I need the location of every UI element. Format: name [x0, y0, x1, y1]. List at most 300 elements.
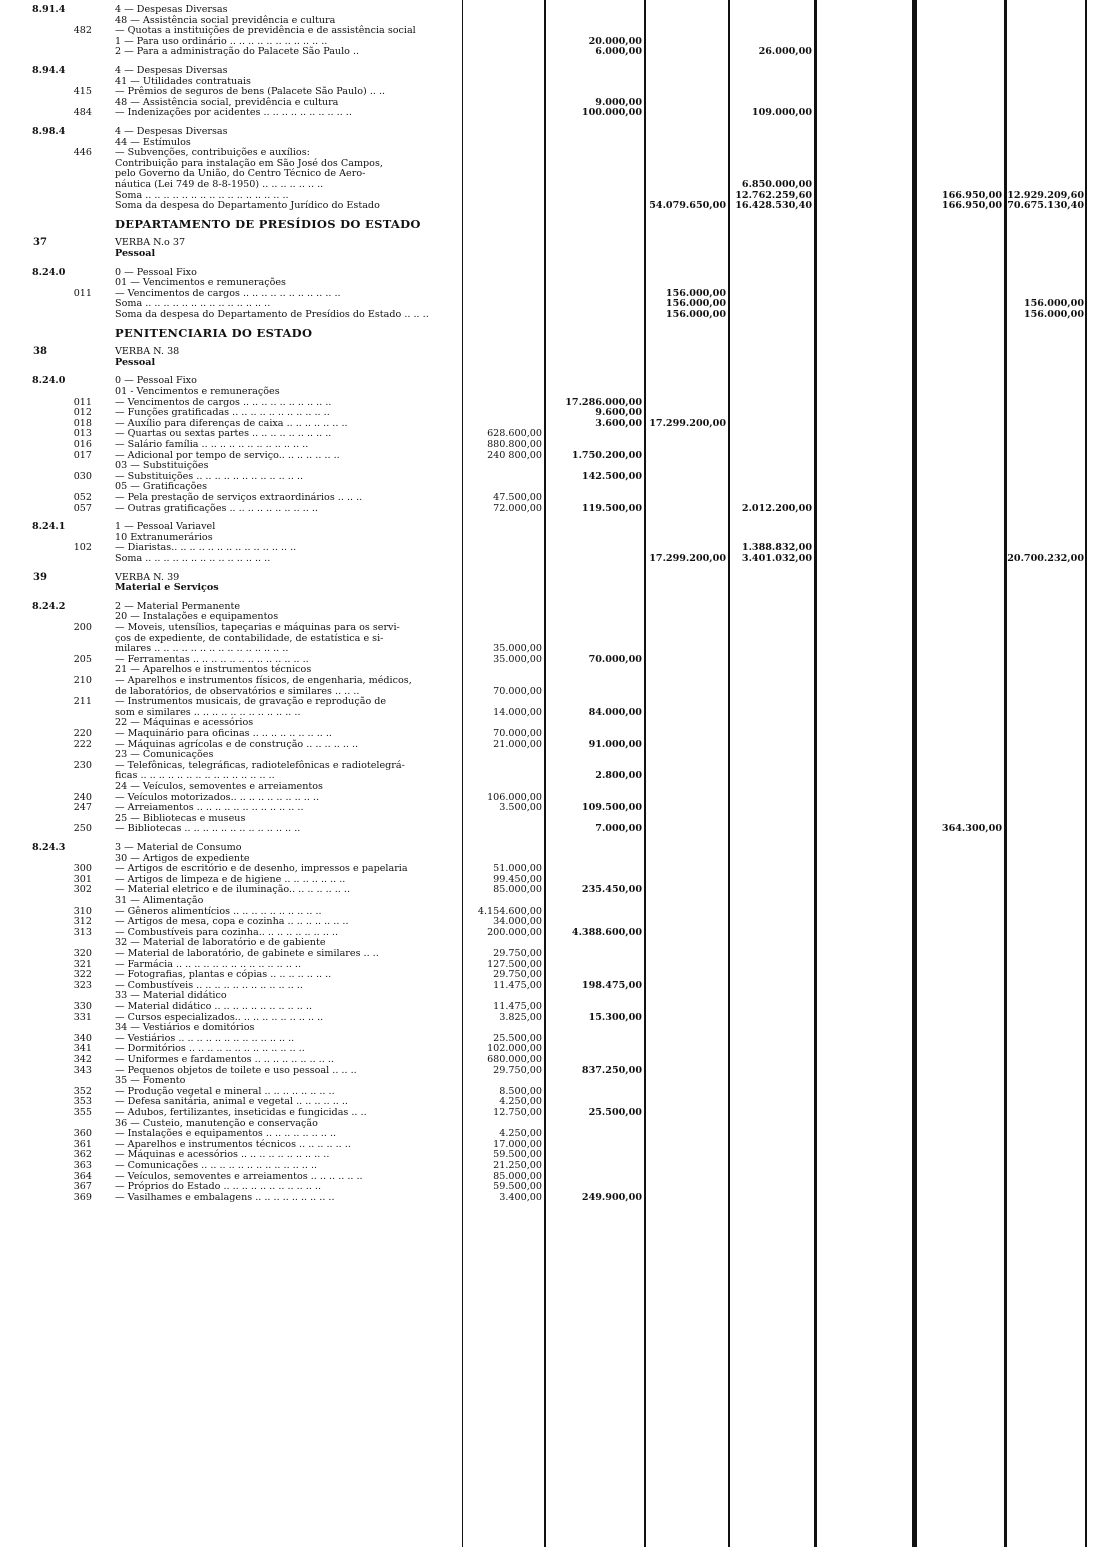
- item-description: — Maquinário para oficinas .. .. .. .. .. .. .. .. ..: [115, 728, 332, 739]
- item-description: 10 Extranumerários: [115, 531, 213, 543]
- amount-col-2: 91.000,00: [588, 738, 642, 750]
- item-description: Pessoal: [115, 248, 156, 259]
- amount-col-1: 4.250,00: [499, 1096, 542, 1108]
- item-code: 220: [73, 728, 92, 739]
- item-description: 48 — Assistência social, previdência e cultura: [115, 96, 339, 108]
- amount-col-3: 156.000,00: [665, 298, 726, 310]
- item-description: Soma .. .. .. .. .. .. .. .. .. .. .. .. .. ..: [115, 298, 271, 310]
- item-description: VERBA N.o 37: [115, 237, 186, 249]
- amount-col-1: 51.000,00: [493, 863, 542, 875]
- item-code: 302: [73, 884, 92, 896]
- table-row: [0, 553, 1097, 564]
- item-code: 057: [73, 502, 92, 514]
- table-row: [0, 168, 1097, 179]
- amount-col-2: 84.000,00: [588, 706, 642, 718]
- table-row: [0, 137, 1097, 148]
- amount-col-6: 156.000,00: [1023, 309, 1084, 320]
- amount-col-2: 142.500,00: [581, 470, 642, 482]
- table-row: [0, 582, 1097, 593]
- table-row: [0, 1096, 1097, 1107]
- table-row: [0, 611, 1097, 622]
- item-description: Soma da despesa do Departamento Jurídico do Estado: [115, 200, 380, 212]
- table-row: [0, 460, 1097, 471]
- table-row: [0, 874, 1097, 885]
- item-description: milares .. .. .. .. .. .. .. .. .. .. .. .. .. .. ..: [115, 643, 289, 655]
- amount-col-1: 72.000,00: [493, 502, 542, 514]
- item-description: — Funções gratificadas .. .. .. .. .. .. .. .. .. .. ..: [115, 407, 330, 419]
- item-description: — Farmácia .. .. .. .. .. .. .. .. .. .. .. .. .. ..: [115, 958, 302, 970]
- item-description: — Salário família .. .. .. .. .. .. .. .. .. .. .. ..: [115, 439, 309, 450]
- item-description: — Máquinas e acessórios .. .. .. .. .. .. .. .. .. ..: [115, 1149, 330, 1161]
- table-row: [0, 277, 1097, 288]
- table-row: [0, 407, 1097, 418]
- item-code: 361: [73, 1138, 92, 1150]
- item-description: — Aparelhos e instrumentos técnicos .. .. .. .. .. ..: [115, 1138, 351, 1150]
- item-description: — Quartas ou sextas partes .. .. .. .. .. .. .. .. ..: [115, 428, 332, 440]
- table-row: [0, 717, 1097, 728]
- table-row: [0, 86, 1097, 97]
- item-description: 0 — Pessoal Fixo: [115, 266, 197, 278]
- table-row: [0, 572, 1097, 583]
- item-code: 415: [73, 86, 92, 98]
- amount-col-1: 680.000,00: [487, 1054, 542, 1065]
- amount-col-5: 166.950,00: [941, 200, 1002, 212]
- amount-col-1: 85.000,00: [493, 884, 542, 896]
- amount-col-4: 6.850.000,00: [741, 179, 812, 190]
- item-code: 340: [73, 1032, 92, 1044]
- item-code: 018: [73, 417, 92, 429]
- table-row: [0, 4, 1097, 15]
- table-row: [0, 298, 1097, 309]
- item-description: — Cursos especializados.. .. .. .. .. .. .. .. .. ..: [115, 1011, 324, 1023]
- section-code: 8.98.4: [32, 126, 66, 137]
- amount-col-1: 106.000,00: [487, 791, 542, 803]
- amount-col-2: 109.500,00: [581, 802, 642, 814]
- item-description: — Gêneros alimentícios .. .. .. .. .. .. .. .. .. ..: [115, 905, 322, 917]
- item-description: — Máquinas agrícolas e de construção .. .. .. .. .. ..: [115, 738, 359, 750]
- item-description: 03 — Substituições: [115, 460, 209, 472]
- item-description: 2 — Material Permanente: [115, 600, 241, 612]
- item-code: 301: [73, 873, 92, 885]
- table-row: [0, 386, 1097, 397]
- table-row: [0, 1181, 1097, 1192]
- item-description: 1 — Pessoal Variavel: [115, 521, 216, 533]
- amount-col-1: 35.000,00: [493, 643, 542, 655]
- section-code: 8.24.0: [32, 375, 66, 387]
- section-title: DEPARTAMENTO DE PRESÍDIOS DO ESTADO: [115, 216, 421, 231]
- item-description: — Subvenções, contribuições e auxílios:: [115, 147, 310, 159]
- item-description: 34 — Vestiários e domitórios: [115, 1022, 255, 1034]
- table-row: [0, 126, 1097, 137]
- item-description: — Combustíveis .. .. .. .. .. .. .. .. .. .. .. ..: [115, 979, 303, 991]
- table-row: [0, 1001, 1097, 1012]
- verba-number: 38: [33, 346, 47, 358]
- item-code: 322: [73, 969, 92, 981]
- item-description: — Artigos de escritório e de desenho, impressos e papelaria: [115, 863, 408, 875]
- table-row: [0, 739, 1097, 750]
- section-code: 8.24.2: [32, 600, 66, 612]
- item-description: 4 — Despesas Diversas: [115, 65, 228, 76]
- item-code: 355: [73, 1107, 92, 1118]
- item-code: 312: [73, 916, 92, 928]
- item-description: — Veículos, semoventes e arreiamentos .. .. .. .. .. ..: [115, 1170, 363, 1182]
- item-code: 102: [73, 542, 92, 554]
- amount-col-1: 29.750,00: [493, 969, 542, 981]
- item-description: — Defesa sanitária, animal e vegetal .. .. .. .. .. ..: [115, 1096, 348, 1108]
- amount-col-1: 11.475,00: [493, 1001, 542, 1012]
- item-description: — Produção vegetal e mineral .. .. .. .. .. .. .. ..: [115, 1085, 335, 1097]
- table-row: [0, 237, 1097, 248]
- item-description: — Vestiários .. .. .. .. .. .. .. .. .. .. .. .. ..: [115, 1032, 295, 1044]
- item-code: 240: [73, 791, 92, 803]
- item-description: — Uniformes e fardamentos .. .. .. .. .. .. .. .. ..: [115, 1054, 334, 1065]
- item-description: — Artigos de mesa, copa e cozinha .. .. .. .. .. .. ..: [115, 916, 349, 928]
- item-description: — Pequenos objetos de toilete e uso pessoal .. .. ..: [115, 1064, 357, 1076]
- table-row: [0, 823, 1097, 834]
- amount-col-1: 59.500,00: [493, 1149, 542, 1161]
- table-row: [0, 813, 1097, 824]
- item-code: 310: [73, 905, 92, 917]
- amount-col-1: 17.000,00: [493, 1138, 542, 1150]
- amount-col-4: 1.388.832,00: [741, 542, 812, 554]
- amount-col-5: 364.300,00: [941, 823, 1002, 835]
- item-code: 012: [73, 407, 92, 419]
- item-description: — Adicional por tempo de serviço.. .. .. .. .. .. ..: [115, 449, 340, 461]
- table-row: [0, 65, 1097, 76]
- item-description: 25 — Bibliotecas e museus: [115, 812, 246, 824]
- item-code: 247: [73, 802, 92, 814]
- amount-col-2: 7.000,00: [595, 823, 642, 835]
- item-description: 20 — Instalações e equipamentos: [115, 611, 279, 623]
- amount-col-1: 34.000,00: [493, 916, 542, 928]
- item-description: — Próprios do Estado .. .. .. .. .. .. .. .. .. .. ..: [115, 1181, 322, 1193]
- verba-number: 39: [33, 571, 47, 583]
- amount-col-3: 17.299.200,00: [649, 553, 726, 564]
- table-row: [0, 781, 1097, 792]
- table-row: [0, 248, 1097, 259]
- item-code: 200: [73, 622, 92, 633]
- table-row: [0, 664, 1097, 675]
- item-description: 44 — Estímulos: [115, 136, 191, 148]
- item-code: 030: [73, 470, 92, 482]
- table-row: [0, 643, 1097, 654]
- item-code: 211: [73, 696, 92, 708]
- verba-number: 37: [33, 237, 47, 249]
- item-code: 011: [73, 396, 92, 408]
- section-heading: [0, 325, 1097, 340]
- item-code: 360: [73, 1128, 92, 1140]
- table-row: [0, 1033, 1097, 1044]
- amount-col-6: 70.675.130,40: [1007, 200, 1084, 212]
- amount-col-1: 8.500,00: [499, 1085, 542, 1097]
- item-description: 31 — Alimentação: [115, 895, 204, 906]
- table-row: [0, 686, 1097, 697]
- table-row: [0, 696, 1097, 707]
- table-row: [0, 959, 1097, 970]
- item-code: 342: [73, 1054, 92, 1065]
- section-code: 8.24.0: [32, 266, 66, 278]
- amount-col-2: 1.750.200,00: [571, 449, 642, 461]
- item-code: 011: [73, 287, 92, 299]
- item-description: — Bibliotecas .. .. .. .. .. .. .. .. .. .. .. .. ..: [115, 823, 301, 835]
- amount-col-6: 12.929.209,60: [1007, 189, 1084, 201]
- item-description: 0 — Pessoal Fixo: [115, 375, 197, 387]
- amount-col-6: 20.700.232,00: [1007, 553, 1084, 564]
- amount-col-2: 100.000,00: [581, 107, 642, 119]
- amount-col-3: 156.000,00: [665, 309, 726, 320]
- table-row: [0, 622, 1097, 633]
- table-row: [0, 749, 1097, 760]
- item-code: 343: [73, 1064, 92, 1076]
- item-code: 205: [73, 653, 92, 665]
- table-row: [0, 654, 1097, 665]
- item-description: som e similares .. .. .. .. .. .. .. .. .. .. .. ..: [115, 706, 301, 718]
- item-code: 313: [73, 926, 92, 938]
- section-code: 8.24.1: [32, 521, 66, 533]
- item-description: ficas .. .. .. .. .. .. .. .. .. .. .. .. .. .. ..: [115, 770, 275, 782]
- table-row: [0, 97, 1097, 108]
- item-code: 364: [73, 1170, 92, 1182]
- table-row: [0, 895, 1097, 906]
- item-description: — Vencimentos de cargos .. .. .. .. .. .. .. .. .. .. ..: [115, 287, 341, 299]
- amount-col-2: 25.500,00: [588, 1107, 642, 1118]
- item-description: — Veículos motorizados.. .. .. .. .. .. .. .. .. ..: [115, 791, 320, 803]
- table-row: [0, 521, 1097, 532]
- item-description: — Vencimentos de cargos .. .. .. .. .. .. .. .. .. ..: [115, 396, 332, 408]
- item-description: 1 — Para uso ordinário .. .. .. .. .. .. .. .. .. .. ..: [115, 35, 328, 47]
- amount-col-2: 119.500,00: [581, 502, 642, 514]
- item-code: 446: [73, 147, 92, 159]
- amount-col-1: 3.825,00: [499, 1011, 542, 1023]
- amount-col-1: 200.000,00: [487, 926, 542, 938]
- amount-col-2: 17.286.000,00: [565, 396, 642, 408]
- item-code: 320: [73, 948, 92, 959]
- table-row: [0, 46, 1097, 57]
- amount-col-1: 102.000,00: [487, 1043, 542, 1055]
- item-description: — Moveis, utensílios, tapeçarias e máquinas para os servi-: [115, 622, 400, 633]
- item-description: — Artigos de limpeza e de higiene .. .. .. .. .. .. ..: [115, 873, 346, 885]
- table-row: [0, 1075, 1097, 1086]
- amount-col-1: 47.500,00: [493, 492, 542, 503]
- amount-col-4: 26.000,00: [758, 46, 812, 58]
- item-description: — Material de laboratório, de gabinete e similares .. ..: [115, 948, 379, 959]
- table-row: [0, 842, 1097, 853]
- amount-col-2: 198.475,00: [581, 979, 642, 991]
- item-description: Pessoal: [115, 356, 156, 368]
- item-description: — Ferramentas .. .. .. .. .. .. .. .. .. .. .. .. ..: [115, 653, 309, 665]
- amount-col-2: 235.450,00: [581, 884, 642, 896]
- item-description: — Pela prestação de serviços extraordinários .. .. ..: [115, 492, 363, 503]
- section-title: PENITENCIARIA DO ESTADO: [115, 325, 313, 340]
- item-description: 01 - Vencimentos e remunerações: [115, 386, 280, 397]
- amount-col-4: 109.000,00: [751, 107, 812, 119]
- amount-col-1: 29.750,00: [493, 1064, 542, 1076]
- item-description: de laboratórios, de observatórios e similares .. .. ..: [115, 685, 360, 697]
- item-description: — Substituições .. .. .. .. .. .. .. .. .. .. .. ..: [115, 470, 304, 482]
- table-row: [0, 948, 1097, 959]
- item-description: 24 — Veículos, semoventes e arreiamentos: [115, 781, 323, 792]
- table-row: [0, 503, 1097, 514]
- amount-col-4: 12.762.259,60: [735, 189, 812, 201]
- amount-col-2: 9.000,00: [595, 96, 642, 108]
- item-code: 353: [73, 1096, 92, 1108]
- item-description: — Instalações e equipamentos .. .. .. .. .. .. .. ..: [115, 1128, 337, 1140]
- table-row: [0, 375, 1097, 386]
- item-code: 482: [73, 25, 92, 37]
- item-description: 30 — Artigos de expediente: [115, 852, 250, 864]
- amount-col-4: 16.428.530,40: [735, 200, 812, 212]
- table-row: [0, 1022, 1097, 1033]
- amount-col-2: 837.250,00: [581, 1064, 642, 1076]
- table-row: [0, 990, 1097, 1001]
- item-description: 4 — Despesas Diversas: [115, 126, 228, 137]
- item-description: — Telefônicas, telegráficas, radiotelefônicas e radiotelegrá-: [115, 759, 405, 771]
- table-row: [0, 707, 1097, 718]
- table-row: [0, 200, 1097, 211]
- amount-col-5: 166.950,00: [941, 189, 1002, 201]
- item-description: 2 — Para a administração do Palacete São Paulo ..: [115, 46, 360, 58]
- table-row: [0, 1118, 1097, 1129]
- table-row: [0, 267, 1097, 278]
- item-description: 01 — Vencimentos e remunerações: [115, 277, 286, 289]
- table-row: [0, 770, 1097, 781]
- amount-col-1: 12.750,00: [493, 1107, 542, 1118]
- amount-col-1: 240 800,00: [487, 449, 542, 461]
- item-code: 323: [73, 979, 92, 991]
- table-row: [0, 25, 1097, 36]
- amount-col-1: 99.450,00: [493, 873, 542, 885]
- table-row: [0, 760, 1097, 771]
- amount-col-2: 20.000,00: [588, 35, 642, 47]
- item-code: 330: [73, 1001, 92, 1012]
- section-code: 8.91.4: [32, 4, 66, 15]
- table-row: [0, 802, 1097, 813]
- table-row: [0, 15, 1097, 26]
- item-description: — Diaristas.. .. .. .. .. .. .. .. .. .. .. .. .. ..: [115, 542, 297, 554]
- amount-col-1: 59.500,00: [493, 1181, 542, 1193]
- item-code: 017: [73, 449, 92, 461]
- table-row: [0, 1107, 1097, 1118]
- item-description: 33 — Material didático: [115, 990, 227, 1002]
- item-code: 321: [73, 958, 92, 970]
- table-row: [0, 346, 1097, 357]
- table-row: [0, 158, 1097, 169]
- table-row: [0, 36, 1097, 47]
- item-description: — Vasilhames e embalagens .. .. .. .. .. .. .. .. ..: [115, 1191, 335, 1203]
- item-description: 3 — Material de Consumo: [115, 842, 242, 853]
- table-row: [0, 969, 1097, 980]
- item-description: — Fotografias, plantas e cópias .. .. .. .. .. .. ..: [115, 969, 332, 981]
- item-code: 210: [73, 675, 92, 686]
- item-description: Soma .. .. .. .. .. .. .. .. .. .. .. .. .. .. .. ..: [115, 189, 289, 201]
- amount-col-1: 35.000,00: [493, 653, 542, 665]
- amount-col-1: 4.154.600,00: [477, 905, 542, 917]
- amount-col-1: 29.750,00: [493, 948, 542, 959]
- table-row: [0, 76, 1097, 87]
- table-row: [0, 927, 1097, 938]
- item-code: 362: [73, 1149, 92, 1161]
- item-code: 341: [73, 1043, 92, 1055]
- item-description: — Quotas a instituições de previdência e de assistência social: [115, 25, 416, 37]
- item-description: 36 — Custeio, manutenção e conservação: [115, 1117, 318, 1129]
- table-row: [0, 309, 1097, 320]
- amount-col-1: 3.500,00: [499, 802, 542, 814]
- amount-col-1: 25.500,00: [493, 1032, 542, 1044]
- item-description: Soma .. .. .. .. .. .. .. .. .. .. .. .. .. ..: [115, 553, 271, 564]
- item-description: 41 — Utilidades contratuais: [115, 75, 251, 87]
- table-row: [0, 1043, 1097, 1054]
- amount-col-6: 156.000,00: [1023, 298, 1084, 310]
- amount-col-1: 21.250,00: [493, 1160, 542, 1171]
- table-row: [0, 1054, 1097, 1065]
- table-row: [0, 728, 1097, 739]
- amount-col-1: 3.400,00: [499, 1191, 542, 1203]
- amount-col-2: 15.300,00: [588, 1011, 642, 1023]
- item-code: 016: [73, 439, 92, 450]
- amount-col-1: 21.000,00: [493, 738, 542, 750]
- item-code: 230: [73, 759, 92, 771]
- table-row: [0, 1086, 1097, 1097]
- item-code: 369: [73, 1191, 92, 1203]
- item-code: 013: [73, 428, 92, 440]
- section-code: 8.24.3: [32, 842, 66, 853]
- item-description: — Comunicações .. .. .. .. .. .. .. .. .. .. .. .. ..: [115, 1160, 318, 1171]
- table-row: [0, 147, 1097, 158]
- item-code: 222: [73, 738, 92, 750]
- item-description: náutica (Lei 749 de 8-8-1950) .. .. .. .. .. .. ..: [115, 179, 324, 190]
- table-row: [0, 190, 1097, 201]
- item-code: 367: [73, 1181, 92, 1193]
- table-row: [0, 481, 1097, 492]
- table-row: [0, 853, 1097, 864]
- amount-col-2: 6.000,00: [595, 46, 642, 58]
- table-row: [0, 906, 1097, 917]
- amount-col-1: 14.000,00: [493, 706, 542, 718]
- amount-col-1: 85.000,00: [493, 1170, 542, 1182]
- item-description: — Prêmios de seguros de bens (Palacete São Paulo) .. ..: [115, 86, 386, 98]
- item-description: 4 — Despesas Diversas: [115, 4, 228, 15]
- table-row: [0, 863, 1097, 874]
- table-row: [0, 397, 1097, 408]
- table-row: [0, 1171, 1097, 1182]
- item-description: — Dormitórios .. .. .. .. .. .. .. .. .. .. .. .. ..: [115, 1043, 305, 1055]
- item-description: pelo Governo da União, do Centro Técnico de Aero-: [115, 168, 366, 180]
- table-row: [0, 542, 1097, 553]
- amount-col-2: 9.600,00: [595, 407, 642, 419]
- item-description: — Combustíveis para cozinha.. .. .. .. .. .. .. .. ..: [115, 926, 339, 938]
- table-row: [0, 288, 1097, 299]
- item-description: — Indenizações por acidentes .. .. .. .. .. .. .. .. .. ..: [115, 107, 352, 119]
- item-description: Contribuição para instalação em São José dos Campos,: [115, 157, 383, 169]
- table-row: [0, 471, 1097, 482]
- section-code: 8.94.4: [32, 65, 66, 76]
- table-row: [0, 937, 1097, 948]
- amount-col-1: 70.000,00: [493, 728, 542, 739]
- item-description: 48 — Assistência social previdência e cultura: [115, 14, 336, 26]
- table-row: [0, 357, 1097, 368]
- item-description: — Auxílio para diferenças de caixa .. .. .. .. .. .. ..: [115, 417, 348, 429]
- table-row: [0, 179, 1097, 190]
- item-code: 331: [73, 1011, 92, 1023]
- amount-col-1: 127.500,00: [487, 958, 542, 970]
- item-description: — Adubos, fertilizantes, inseticidas e fungicidas .. ..: [115, 1107, 367, 1118]
- item-description: — Aparelhos e instrumentos físicos, de engenharia, médicos,: [115, 675, 412, 686]
- item-description: 23 — Comunicações: [115, 749, 214, 761]
- item-code: 363: [73, 1160, 92, 1171]
- amount-col-2: 2.800,00: [595, 770, 642, 782]
- item-description: — Outras gratificações .. .. .. .. .. .. .. .. .. ..: [115, 502, 318, 514]
- amount-col-1: 11.475,00: [493, 979, 542, 991]
